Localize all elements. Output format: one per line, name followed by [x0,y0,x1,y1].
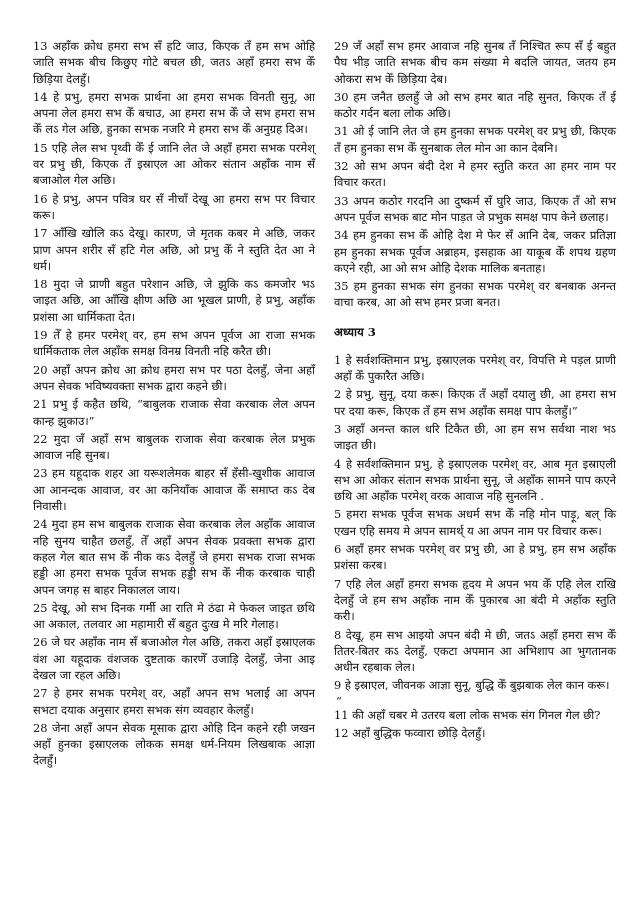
verse-paragraph: 7 एहि लेल अहाँ हमरा सभक हृदय मे अपन भय केँ एहि लेल राखि देलहुँ जे हम सभ अहाँक नाम केँ पुकारब आ बंदी मे अहाँक स्तुति करी। [334,576,616,624]
verse-paragraph: 13 अहाँक क्रोध हमरा सभ सँ हटि जाउ, किएक तँ हम सभ ओहि जाति सभक बीच किछुए गोटे बचल छी, जतऽ अहाँ हमरा सभ केँ छिड़िया देलहुँ। [33,39,315,86]
left-column [33,38,315,771]
verse-paragraph: 4 हे सर्वशक्तिमान प्रभु, हे इस्राएलक परमेश् वर, आब मृत इस्राएली सभ आ ओकर संतान सभक प्रार्थना सुनू, जे अहाँक सामने पाप कएने छथि आ अहाँक परमेश् वरक आवाज नहि सुनलनि . [334,456,616,504]
verse-paragraph: 14 हे प्रभु, हमरा सभक प्रार्थना आ हमरा सभक विनती सुनू, आ अपना लेल हमरा सभ केँ बचाउ, आ हमरा सभ केँ जे सभ हमरा सभ केँ लऽ गेल अछि, हुनका सभक नजरि मे हमरा सभ केँ अनुग्रह दिअ। [33,89,315,137]
verse-paragraph: 18 मुदा जे प्राणी बहुत परेशान अछि, जे झुकि कऽ कमजोर भऽ जाइत अछि, आ आँखि क्षीण अछि आ भूखल प्राणी, हे प्रभु, अहाँक प्रशंसा आ धार्मिकता देत। [33,277,315,324]
stray-quote-mark: “ [336,693,342,708]
verse-paragraph: 19 तेँ हे हमर परमेश् वर, हम सभ अपन पूर्वज आ राजा सभक धार्मिकताक लेल अहाँक समक्ष विनम्र विनती नहि करैत छी। [33,328,315,359]
verse-paragraph: 32 ओ सभ अपन बंदी देश मे हमर स्तुति करत आ हमर नाम पर विचार करत। [334,159,616,190]
two-column-layout [33,38,616,771]
verse-paragraph: 27 हे हमर सभक परमेश् वर, अहाँ अपन सभ भलाई आ अपन सभटा दयाक अनुसार हमरा सभक संग व्यवहार केलहुँ। [33,686,315,717]
verse-paragraph: 8 देखू, हम सभ आइयो अपन बंदी मे छी, जतऽ अहाँ हमरा सभ केँ तितर-बितर कऽ देलहुँ, एकटा अपमान आ अभिशाप आ भुगतानक अधीन रहबाक लेल। [334,627,616,675]
verse-paragraph: 22 मुदा जँ अहाँ सभ बाबुलक राजाक सेवा करबाक लेल प्रभुक आवाज नहि सुनब। [33,431,315,463]
verse-paragraph: 5 हमरा सभक पूर्वज सभक अधर्म सभ केँ नहि मोन पाड़ू, बल् कि एखन एहि समय मे अपन सामर्थ् य आ अपन नाम पर विचार करू। [334,507,616,538]
verse-paragraph: 1 हे सर्वशक्तिमान प्रभु, इस्राएलक परमेश् वर, विपत्ति मे पड़ल प्राणी अहाँ केँ पुकारैत अछि। [334,352,616,384]
verse-paragraph: 3 अहाँ अनन्त काल धरि टिकैत छी, आ हम सभ सर्वथा नाश भऽ जाइत छी। [334,421,616,453]
verse-paragraph: 26 जे घर अहाँक नाम सँ बजाओल गेल अछि, तकरा अहाँ इस्राएलक वंश आ यहूदाक वंशजक दुष्टताक कारणेँ उजाड़ि देलहुँ, जेना आइ देखल जा रहल अछि। [33,635,315,682]
verse-paragraph: 29 जँ अहाँ सभ हमर आवाज नहि सुनब तँ निश्चित रूप सँ ई बहुत पैघ भीड़ जाति सभक बीच कम संख्या मे बदलि जायत, जतय हम ओकरा सभ केँ छिड़िया देब। [334,39,616,86]
right-column-verses-end [334,707,616,742]
right-column [334,38,616,771]
right-column-verses-ch2 [334,38,616,311]
verse-paragraph: 16 हे प्रभु, अपन पवित्र घर सँ नीचाँ देखू आ हमरा सभ पर विचार करू। [33,191,315,222]
verse-paragraph: 9 हे इस्राएल, जीवनक आज्ञा सुनू, बुद्धि केँ बुझबाक लेल कान करू। [334,678,610,693]
verse-paragraph: 35 हम हुनका सभक संग हुनका सभक परमेश् वर बनबाक अनन्त वाचा करब, आ ओ सभ हमर प्रजा बनत। [334,279,616,310]
verse-paragraph: 24 मुदा हम सभ बाबुलक राजाक सेवा करबाक लेल अहाँक आवाज नहि सुनय चाहैत छलहुँ, तेँ अहाँ अपन सेवक प्रवक्ता सभक द्वारा कहल गेल बात सभ केँ नीक कऽ देलहुँ जे हमरा सभक राजा सभक हड्डी आ हमरा सभक पूर्वज सभक हड्डी सभ केँ नीक करबाक चाही अपन जगह स बाहर निकालल जाय। [33,517,315,597]
verse-paragraph: 11 की अहाँ चबर मे उतरय बला लोक सभक संग गिनल गेल छी? [334,707,601,722]
verse-paragraph: 30 हम जनैत छलहुँ जे ओ सभ हमर बात नहि सुनत, किएक तँ ई कठोर गर्दन बला लोक अछि। [334,89,616,121]
verse-paragraph: 17 आँखि खोलि कऽ देखू। कारण, जे मृतक कबर मे अछि, जकर प्राण अपन शरीर सँ हटि गेल अछि, ओ प्रभु केँ ने स्तुति देत आ ने धर्म। [33,226,315,273]
verse-paragraph: 15 एहि लेल सभ पृथ्वी केँ ई जानि लेत जे अहाँ हमरा सभक परमेश् वर प्रभु छी, किएक तँ इस्राएल आ ओकर संतान अहाँक नाम सँ बजाओल गेल अछि। [33,140,315,188]
verse-paragraph: 31 ओ ई जानि लेत जे हम हुनका सभक परमेश् वर प्रभु छी, किएक तँ हम हुनका सभ केँ सुनबाक लेल मोन आ कान देबनि। [334,124,616,155]
verse-paragraph: 33 अपन कठोर गरदनि आ दुष्कर्म सँ घुरि जाउ, किएक तँ ओ सभ अपन पूर्वज सभक बाट मोन पाड़त जे प्रभुक समक्ष पाप केने छलाह। [334,193,616,224]
chapter-heading: अध्याय 3 [334,324,376,339]
verse-paragraph: 20 अहाँ अपन क्रोध आ क्रोध हमरा सभ पर पठा देलहुँ, जेना अहाँ अपन सेवक भविष्यवक्ता सभक द्वारा कहने छी। [33,362,315,393]
verse-paragraph: 6 अहाँ हमर सभक परमेश् वर प्रभु छी, आ हे प्रभु, हम सभ अहाँक प्रशंसा करब। [334,542,616,573]
verse-paragraph: 28 जेना अहाँ अपन सेवक मूसाक द्वारा ओहि दिन कहने रही जखन अहाँ हुनका इस्राएलक लोकक समक्ष धर्म-नियम लिखबाक आज्ञा देलहुँ। [33,720,315,768]
verse-paragraph: 23 हम यहूदाक शहर आ यरूशलेमक बाहर सँ हँसी-खुशीक आवाज आ आनन्दक आवाज, वर आ कनियाँक आवाज केँ समाप्त कऽ देब निवासी। [33,466,315,514]
verse-paragraph: 21 प्रभु ई कहैत छथि, “बाबुलक राजाक सेवा करबाक लेल अपन कान्ह झुकाउ।” [33,397,315,428]
verse-paragraph: 12 अहाँ बुद्धिक फव्वारा छोड़ि देलहुँ। [334,725,486,740]
verse-paragraph: 25 देखू, ओ सभ दिनक गर्मी आ राति मे ठंढा मे फेकल जाइत छथि आ अकाल, तलवार आ महामारी सँ बहुत दुःख मे मरि गेलाह। [33,600,315,632]
verse-paragraph: 2 हे प्रभु, सुनू, दया करू। किएक तँ अहाँ दयालु छी, आ हमरा सभ पर दया करू, किएक तँ हम सभ अहाँक समक्ष पाप केलहुँ।” [334,387,616,418]
verse-paragraph: 34 हम हुनका सभ केँ ओहि देश मे फेर सँ आनि देब, जकर प्रतिज्ञा हम हुनका सभक पूर्वज अब्राहम, इसहाक आ याकूब केँ शपथ ग्रहण कएने रही, आ ओ सभ ओहि देशक मालिक बनताह। [334,228,616,275]
right-column-verses-ch3 [334,352,616,694]
